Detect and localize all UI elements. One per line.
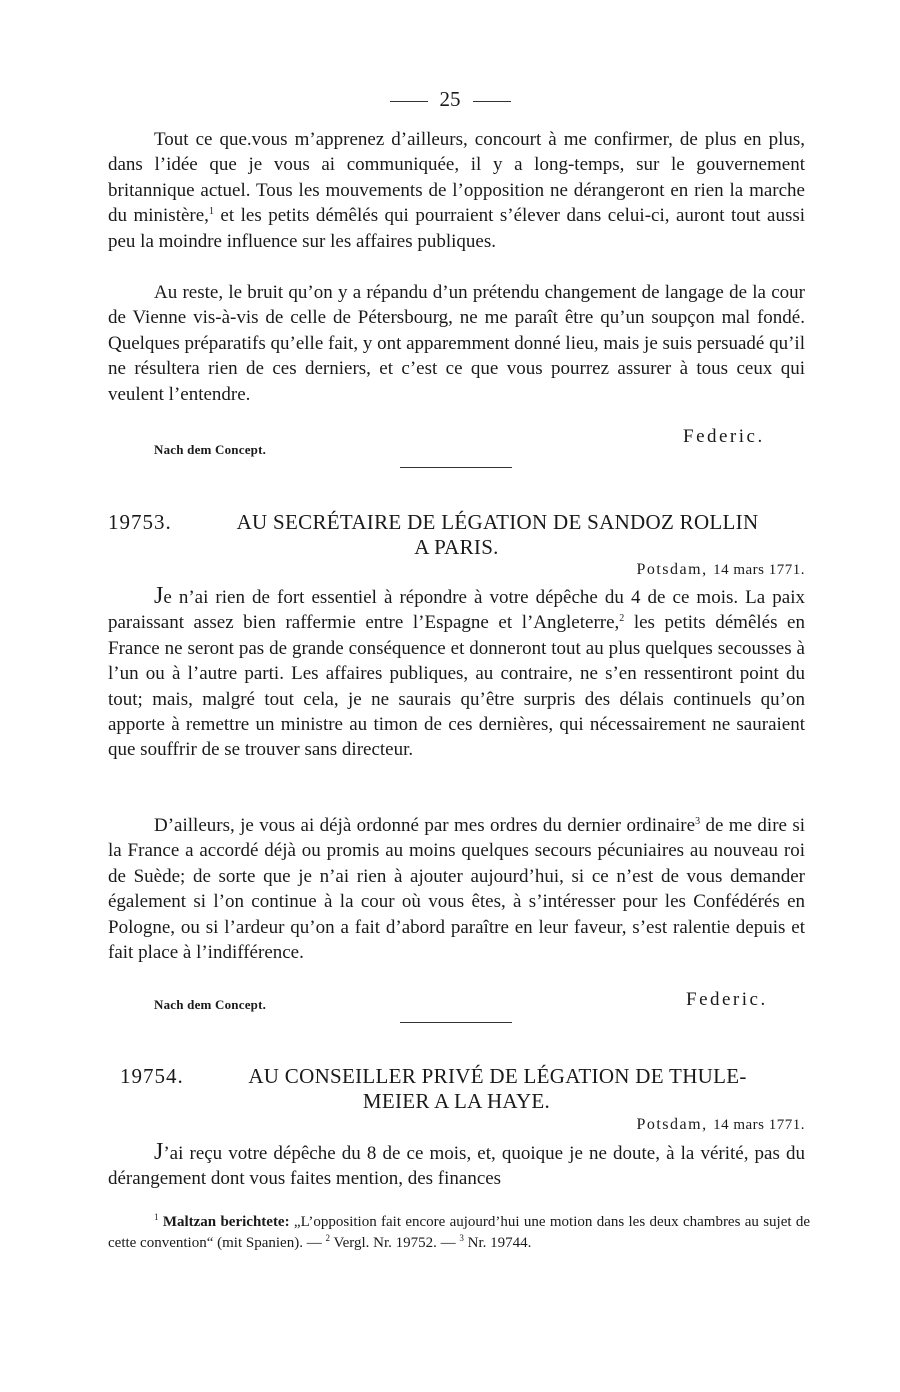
footnote-1-mark: 1 [154, 1212, 159, 1222]
letter-19754-date: 14 mars 1771. [713, 1117, 805, 1133]
footnotes [108, 1212, 810, 1254]
letter-19754-place: Potsdam, [636, 1116, 708, 1133]
letter-prev-source: Nach dem Concept. [154, 442, 267, 457]
letter-19753-paragraph-1: Je n’ai rien de fort essentiel à répondre à votre dépêche du 4 de ce mois. La paix paraissant assez bien raffermie entre l’Espagne et l’Angleterre,$^2$ les petits démêlés en France ne seront pas de grande conséquence et donneront tout au plus quelques secousses à l’un ou à l’autre parti. Les affaires publiques, au contraire, ne s’en ressentiront point du tout; mais, malgré tout cela, je ne saurais qu’être surpris des délais continuels qu’on apporte à remettre un ministre au timon de ces dernières, qui nécessairement ne sauraient que souffrir de se trouver sans directeur. [108, 583, 805, 761]
footnote-ref-1: 1 [208, 206, 214, 218]
letter-19753-place: Potsdam, [636, 561, 708, 578]
section-divider-2 [400, 1022, 512, 1023]
footnote-1-author: Maltzan berichtete: [162, 1214, 290, 1230]
letter-19754-heading [108, 1064, 805, 1114]
page-number-text: 25 [439, 87, 461, 111]
footnote-2: Vergl. Nr. 19752. — [333, 1235, 456, 1251]
footnote-2-mark: 2 [325, 1233, 330, 1243]
letter-prev-paragraph-1: Tout ce que.vous m’apprenez d’ailleurs, concourt à me confirmer, de plus en plus, dans l’idée que je vous ai communiquée, il y a long-temps, sur le gouvernement britannique actuel. Tous les mouvements de l’opposition ne dérangeront en rien la marche du ministère,$^1$ et les petits démêlés qui pourraient s’élever dans celui-ci, auront tout aussi peu la moindre influence sur les affaires publiques. [108, 129, 806, 252]
letter-19753-paragraph-2: D’ailleurs, je vous ai déjà ordonné par mes ordres du dernier ordinaire$^3$ de me dire si la France a accordé déjà ou promis au moins quelques secours pécuniaires au nouveau roi de Suède; de sorte que je n’ai rien à ajouter aujourd’hui, si ce n’est de vous demander également si l’on continue à la cour où vous êtes, à s’intéresser pour les Confédérés en Pologne, ou si l’ardeur qu’on a fait d’abord paraître en leur faveur, s’est ralentie depuis et fait place à l’indifférence. [108, 815, 806, 964]
footnote-ref-2: 2 [619, 613, 625, 625]
letter-19753-dateline [636, 560, 805, 580]
page-number-dash-left [390, 101, 428, 102]
page-number-dash-right [473, 101, 511, 102]
letter-19753-destination: A PARIS. [414, 535, 499, 559]
letter-19754-number: 19754. [120, 1064, 184, 1088]
letter-19753-number: 19753. [108, 510, 172, 534]
letter-19754-dateline [636, 1115, 805, 1135]
letter-19753-signature: Federic. [686, 989, 768, 1010]
footnote-1-note: (mit Spanien). — [217, 1235, 322, 1251]
letter-prev-signature: Federic. [683, 426, 765, 447]
letter-19753-source: Nach dem Concept. [154, 997, 267, 1012]
footnote-1 [108, 1212, 810, 1254]
letter-prev-paragraph-2: Au reste, le bruit qu’on y a répandu d’un prétendu changement de langage de la cour de Vienne vis-à-vis de celle de Pétersbourg, ne me paraît être qu’un soupçon mal fondé. Quelques préparatifs qu’elle fait, y ont apparemment donné lieu, mais je suis persuadé qu’il ne résultera rien de ces derniers, et c’est ce que vous pourrez assurer à tous ceux qui veulent l’entendre. [108, 282, 805, 405]
footnote-ref-3: 3 [695, 816, 701, 827]
letter-19753-heading [108, 510, 805, 560]
footnote-3: Nr. 19744. [467, 1235, 532, 1251]
footnote-1-quote: „L’opposition fait encore aujourd’hui une motion dans les deux chambres au sujet de cette convention“ [108, 1214, 811, 1251]
letter-19753-recipient: AU SECRÉTAIRE DE LÉGATION DE SANDOZ ROLLIN [236, 510, 759, 534]
letter-19754-destination: MEIER A LA HAYE. [362, 1089, 551, 1113]
letter-19754-recipient: AU CONSEILLER PRIVÉ DE LÉGATION DE THULE- [248, 1064, 747, 1088]
section-divider-1 [400, 467, 512, 468]
page-number [0, 86, 900, 112]
footnote-3-mark: 3 [459, 1233, 464, 1243]
letter-19753-date: 14 mars 1771. [713, 562, 805, 578]
letter-19754-paragraph-1: J’ai reçu votre dépêche du 8 de ce mois, et, quoique je ne doute, à la vérité, pas du dérangement dont vous faites mention, des finances [108, 1139, 805, 1190]
